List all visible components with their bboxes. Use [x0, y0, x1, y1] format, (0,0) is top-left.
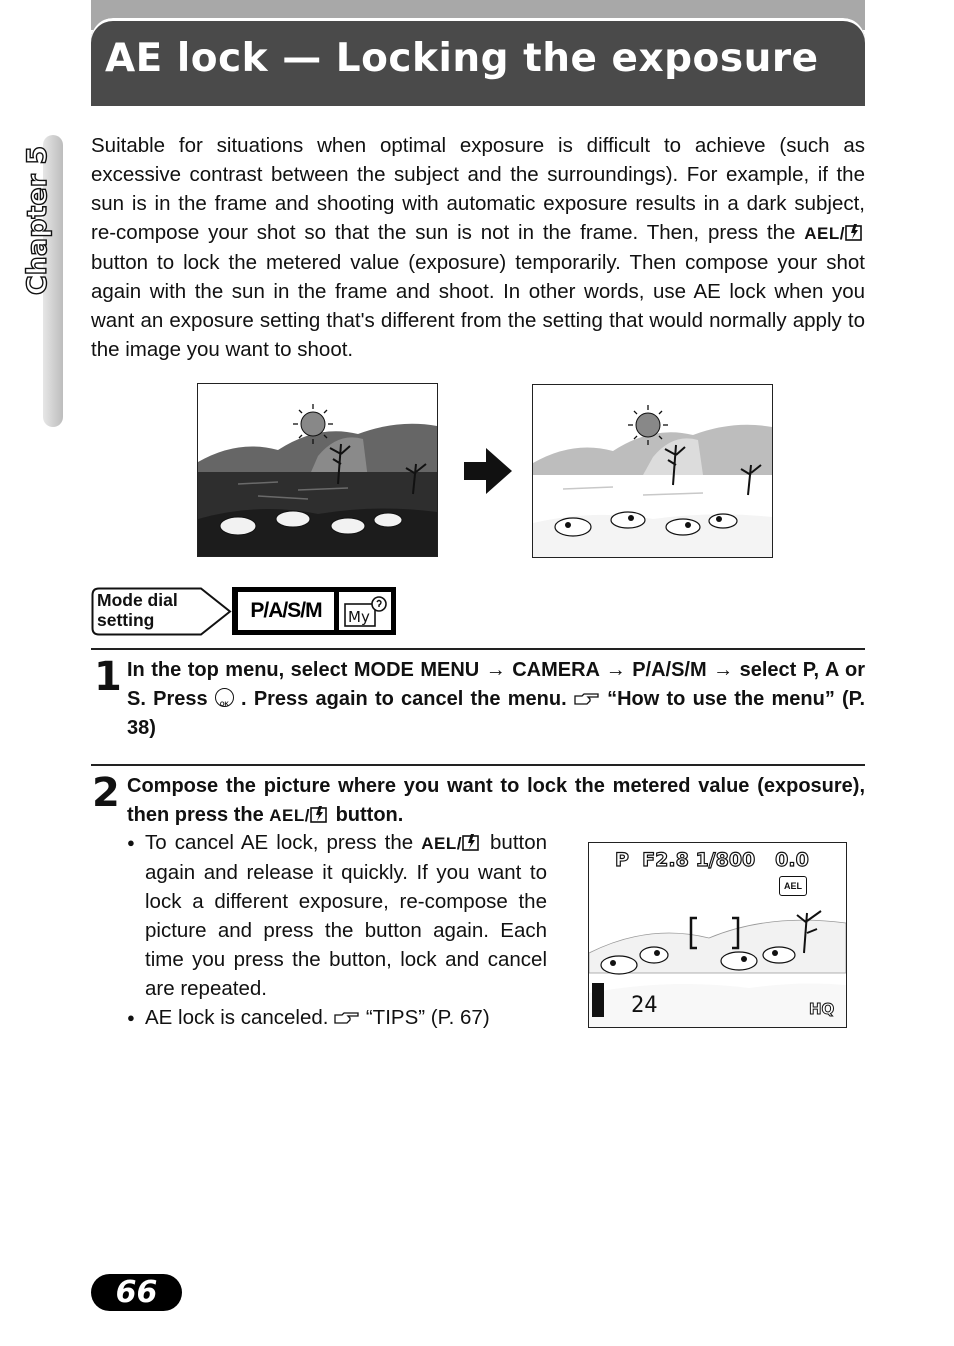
reference-hand-icon [334, 1011, 360, 1025]
step2-notes [127, 828, 547, 1032]
lcd-monitor-illustration [588, 842, 847, 1028]
example-photo-dark [197, 383, 438, 557]
list-item: ● AE lock is canceled. “TIPS” (P. 67) [127, 1003, 547, 1032]
mode-pasm: P/A/S/M [238, 592, 334, 630]
my-mode-icon [339, 592, 391, 630]
flash-icon [310, 805, 330, 823]
ael-badge: AEL [779, 876, 807, 896]
ok-button-icon [215, 688, 234, 707]
mode-dial-label: Mode dial setting [97, 590, 178, 630]
divider [91, 764, 865, 766]
svg-text:My: My [348, 608, 370, 626]
ael-button-symbol: AEL/ [421, 834, 482, 853]
page-title: AE lock — Locking the exposure [105, 36, 819, 81]
step-number-1: 1 [94, 654, 122, 700]
step1-text: In the top menu, select MODE MENU → CAMERA → P/A/S/M → select P, A or S. Press OK . Press again to cancel the menu. “How to use the menu” (P. 38) [127, 656, 865, 743]
example-photo-bright [532, 384, 773, 558]
divider [91, 648, 865, 650]
flash-icon [845, 223, 865, 241]
step-number-2: 2 [92, 770, 120, 816]
reference-hand-icon [574, 692, 600, 706]
page-number: 66 [91, 1274, 182, 1311]
lcd-quality: HQ [809, 1000, 835, 1018]
list-item: ● To cancel AE lock, press the AEL/ button again and release it quickly. If you want to lock a different exposure, re-compose the picture and press the button again. Each time you press the button, lock and cancel are repeated. [127, 828, 547, 1003]
right-arrow-icon [464, 448, 512, 494]
lcd-frame-count: 24 [631, 993, 658, 1018]
ael-button-symbol: AEL/ [269, 806, 330, 825]
intro-paragraph: Suitable for situations when optimal exposure is difficult to achieve (such as excessive contrast between the subject and the surroundings). For example, if the sun is in the frame and shooting with automatic exposure results in a dark subject, re-compose your shot so that the sun is not in the frame. Then, press the AEL/ button to lock the metered value (exposure) temporarily. Then compose your shot again with the sun in the frame and shoot. In other words, use AE lock when you want an exposure setting that's different from the setting that would normally apply to the image you want to shoot. [91, 134, 865, 361]
flash-icon [462, 833, 482, 851]
lcd-exposure-readout: P F2.8 1/800 0.0 [615, 849, 809, 871]
ael-button-symbol: AEL/ [804, 224, 865, 243]
chapter-label: Chapter 5 [22, 145, 54, 295]
step2-text: Compose the picture where you want to lock the metered value (exposure), then press the AEL/ button. [127, 775, 865, 826]
